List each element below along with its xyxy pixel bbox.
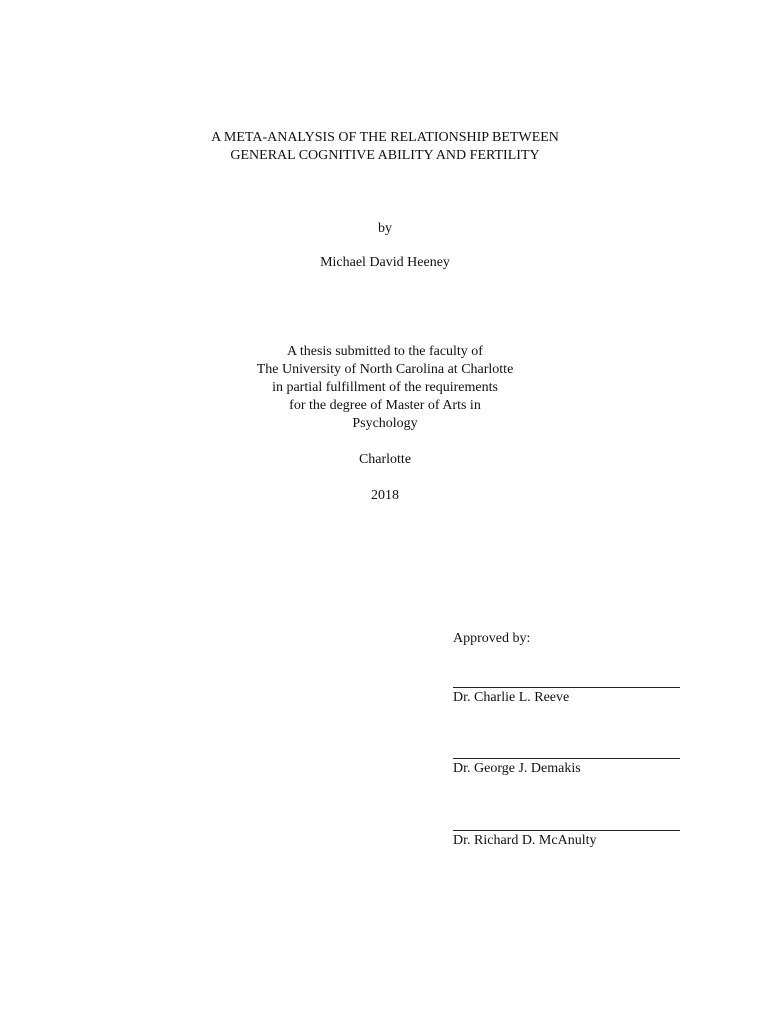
signature-line	[453, 830, 680, 831]
signatory-name: Dr. George J. Demakis	[453, 761, 581, 776]
signature-line	[453, 687, 680, 688]
thesis-title	[0, 129, 770, 165]
city	[0, 451, 770, 469]
city-text: Charlotte	[358, 452, 412, 467]
year	[0, 487, 770, 505]
title-line-2: GENERAL COGNITIVE ABILITY AND FERTILITY	[230, 148, 540, 163]
approved-by-text: Approved by:	[453, 631, 531, 646]
approved-by-label	[453, 630, 683, 648]
signatory-name: Dr. Charlie L. Reeve	[453, 690, 570, 705]
thesis-statement	[0, 343, 770, 433]
year-text: 2018	[371, 488, 399, 503]
thesis-line-2: The University of North Carolina at Charlotte	[256, 362, 514, 377]
signature-block	[453, 830, 681, 850]
thesis-line-1: A thesis submitted to the faculty of	[287, 344, 483, 359]
thesis-line-5: Psychology	[352, 416, 418, 431]
thesis-line-4: for the degree of Master of Arts in	[289, 398, 481, 413]
by-text: by	[378, 221, 392, 236]
author-text: Michael David Heeney	[320, 255, 450, 270]
signature-block	[453, 687, 681, 707]
signature-line	[453, 758, 680, 759]
signature-block	[453, 758, 681, 778]
author-name	[0, 254, 770, 272]
by-label	[0, 220, 770, 238]
signatory-name: Dr. Richard D. McAnulty	[453, 833, 597, 848]
thesis-line-3: in partial fulfillment of the requirements	[272, 380, 498, 395]
title-line-1: A META-ANALYSIS OF THE RELATIONSHIP BETWEEN	[211, 130, 559, 145]
